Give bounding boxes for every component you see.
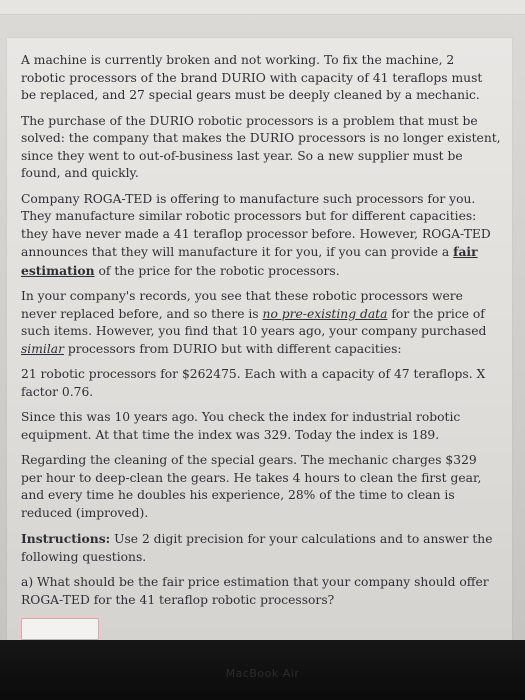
paragraph-roga-ted-offer	[21, 191, 501, 281]
paragraph-past-purchase: 21 robotic processors for $262475. Each with a capacity of 47 teraflops. X factor 0.76.	[21, 367, 486, 399]
answer-input-a[interactable]	[21, 618, 99, 640]
paragraph-instructions	[21, 530, 501, 566]
records-text-pre: In your company's records, you see that these robotic processors were never replaced before, and so there is	[21, 289, 463, 321]
roga-ted-text-pre: Company ROGA-TED is offering to manufacture such processors for you. They manufacture similar robotic processors but for different capacities: they have never made a 41 teraflop processor before. However, ROGA-TED announces that they will manufacture it for you, if you can provide a	[21, 191, 491, 259]
macbook-air-label: MacBook Air	[225, 667, 300, 680]
paragraph-gear-cleaning: Regarding the cleaning of the special gears. The mechanic charges $329 per hour to deep-clean the gears. He takes 4 hours to clean the first gear, and every time he doubles his experience, 28% of the time to clean is reduced (improved).	[21, 453, 482, 520]
paragraph-machine-broken: A machine is currently broken and not working. To fix the machine, 2 robotic processors of the brand DURIO with capacity of 41 teraflops must be replaced, and 27 special gears must be deeply cleaned by a mechanic.	[21, 53, 483, 102]
question-a: a) What should be the fair price estimation that your company should offer ROGA-TED for the 41 teraflop robotic processors?	[21, 575, 489, 607]
no-pre-existing-data-emphasis: no pre-existing data	[262, 306, 388, 321]
records-text-mid: for the price of such items. However, you find that 10 years ago, your company purchased	[21, 306, 487, 338]
records-text-post: processors from DURIO but with different capacities:	[63, 341, 402, 356]
roga-ted-text-post: of the price for the robotic processors.	[94, 263, 340, 278]
paragraph-company-records	[21, 288, 501, 358]
similar-emphasis: similar	[21, 341, 64, 356]
paragraph-cost-index: Since this was 10 years ago. You check the index for industrial robotic equipment. At that time the index was 329. Today the index is 189.	[21, 410, 461, 442]
paragraph-supplier-problem: The purchase of the DURIO robotic processors is a problem that must be solved: the company that makes the DURIO processors is no longer existent, since they went to out-of-business last year. So a new supplier must be found, and quickly.	[21, 113, 501, 180]
instructions-text: Use 2 digit precision for your calculations and to answer the following questions.	[21, 532, 493, 564]
browser-top-strip	[0, 0, 525, 15]
fair-estimation-emphasis: fair estimation	[21, 244, 478, 278]
instructions-label: Instructions:	[21, 531, 111, 546]
question-text	[21, 52, 501, 668]
